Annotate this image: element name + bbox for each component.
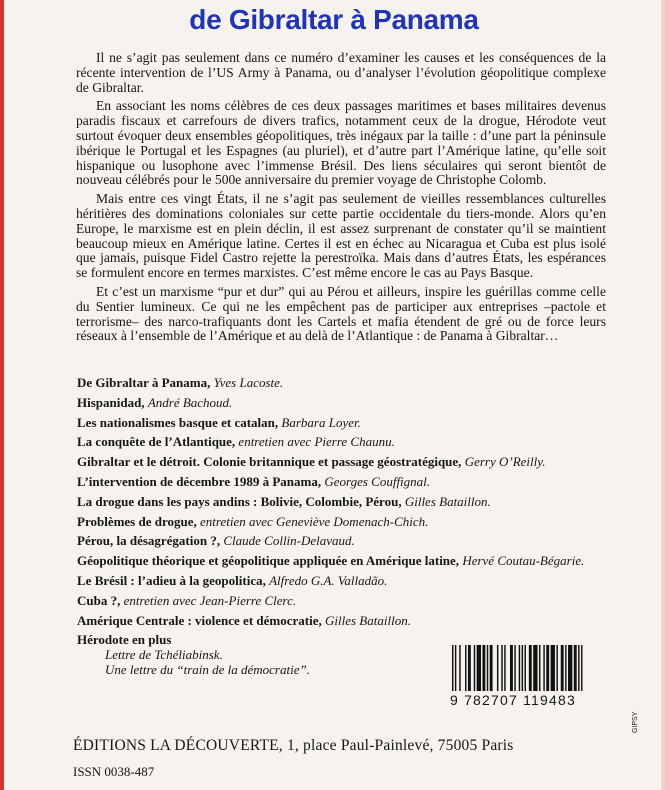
contents-entry (77, 474, 617, 489)
entry-title: Les nationalismes basque et catalan, (77, 414, 279, 430)
contents-entry (77, 553, 617, 568)
entry-author: Gilles Bataillon. (325, 612, 411, 628)
entry-author: Barbara Loyer. (281, 414, 361, 430)
entry-author: Hervé Coutau-Bégarie. (462, 553, 585, 569)
entry-title: Gibraltar et le détroit. Colonie britannique et passage géostratégique, (77, 454, 462, 470)
intro-text (76, 51, 606, 348)
extra-item: Lettre de Tchéliabinsk. (105, 647, 223, 663)
contents-entry (77, 533, 617, 548)
page-title: de Gibraltar à Panama (189, 4, 479, 35)
barcode-bars (450, 645, 625, 691)
publisher-address: ÉDITIONS LA DÉCOUVERTE, 1, place Paul-Painlevé, 75005 Paris (73, 737, 514, 754)
entry-title: L’intervention de décembre 1989 à Panama, (77, 473, 322, 489)
entry-author: Gerry O’Reilly. (464, 454, 546, 470)
entry-title: Hérodote en plus (77, 632, 172, 648)
intro-paragraph-2: En associant les noms célèbres de ces deux passages maritimes et bases militaires devenus paradis fiscaux et carrefours de divers trafics, notamment ceux de la drogue, Hérodote veut surtout évoquer deux ensembles géopolitiques, très inégaux par la taille : d’une part la péninsule ibérique le Portugal et les Espagnes (au pluriel), et d’autre part l’Amérique latine, qu’elle soit hispanique ou lusophone avec l’immense Brésil. Des liens séculaires qui seront bientôt de nouveau célébrés pour le 500e anniversaire du premier voyage de Christophe Colomb. (76, 98, 606, 188)
entry-title: Cuba ?, (77, 592, 121, 608)
table-of-contents (77, 375, 617, 677)
entry-author: André Bachoud. (147, 394, 233, 410)
entry-title: De Gibraltar à Panama, (77, 375, 211, 390)
cover-edge-right (661, 0, 668, 790)
entry-author: Claude Collin-Delavaud. (223, 533, 355, 549)
entry-author: Alfredo G.A. Valladão. (269, 572, 388, 588)
contents-entry (77, 375, 617, 390)
cover-edge-left (0, 0, 4, 790)
issn-number: ISSN 0038-487 (73, 764, 155, 779)
contents-entry (77, 415, 617, 430)
barcode (450, 645, 625, 725)
entry-author: entretien avec Geneviève Domenach-Chich. (200, 513, 429, 529)
entry-author: entretien avec Jean-Pierre Clerc. (123, 592, 297, 608)
contents-entry (77, 454, 617, 469)
intro-paragraph-3: Mais entre ces vingt États, il ne s’agit pas seulement de vieilles ressemblances culturelles héritières des dominations coloniales sur cette partie occidentale du tiers-monde. Alors qu’en Europe, le marxisme est en plein déclin, il est assez surprenant de constater qu’il se maintient beaucoup mieux en Amérique latine. Certes il est en échec au Nicaragua et Cuba est plus isolé que jamais, puisque Fidel Castro rejette la perestroïka. Mais dans d’autres États, les espérances se formulent encore en termes marxistes. C’est même encore le cas au Pays Basque. (76, 191, 606, 281)
contents-entry (77, 593, 617, 608)
entry-title: Hispanidad, (77, 394, 145, 410)
contents-entry (77, 494, 617, 509)
entry-title: Amérique Centrale : violence et démocratie, (77, 612, 322, 628)
entry-author: entretien avec Pierre Chaunu. (238, 434, 395, 450)
entry-title: Problèmes de drogue, (77, 513, 197, 529)
intro-paragraph-4: Et c’est un marxisme “pur et dur” qui au Pérou et ailleurs, inspire les guérillas comme celle du Sentier lumineux. Ce qui ne les empêchent pas de participer aux entreprises –pactole et terrorisme– des narco-trafiquants dont les Cartels et mafia étendent de gré ou de force leurs réseaux à l’ensemble de l’Amérique et au delà de l’Atlantique : de Panama à Gibraltar… (76, 283, 606, 344)
contents-entry (77, 573, 617, 588)
isbn-digits: 9 782707 119483 (450, 692, 576, 708)
entry-title: Géopolitique théorique et géopolitique appliquée en Amérique latine, (77, 553, 460, 569)
entry-title: Pérou, la désagrégation ?, (77, 533, 221, 549)
entry-author: Yves Lacoste. (213, 375, 284, 390)
intro-paragraph-1: Il ne s’agit pas seulement dans ce numéro d’examiner les causes et les conséquences de la récente intervention de l’US Army à Panama, ou d’analyser l’évolution géopolitique complexe de Gibraltar. (76, 50, 606, 95)
printer-mark: GIPSY (632, 711, 639, 733)
contents-entry (77, 395, 617, 410)
extra-item: Une lettre du “train de la démocratie”. (105, 662, 310, 678)
entry-author: Georges Couffignal. (324, 473, 431, 489)
contents-entry (77, 514, 617, 529)
contents-entry (77, 434, 617, 449)
entry-title: Le Brésil : l’adieu à la geopolitica, (77, 572, 266, 588)
entry-title: La drogue dans les pays andins : Bolivie, Colombie, Pérou, (77, 493, 402, 509)
entry-author: Gilles Bataillon. (404, 493, 491, 509)
contents-entry (77, 613, 617, 628)
entry-title: La conquête de l’Atlantique, (77, 434, 236, 450)
